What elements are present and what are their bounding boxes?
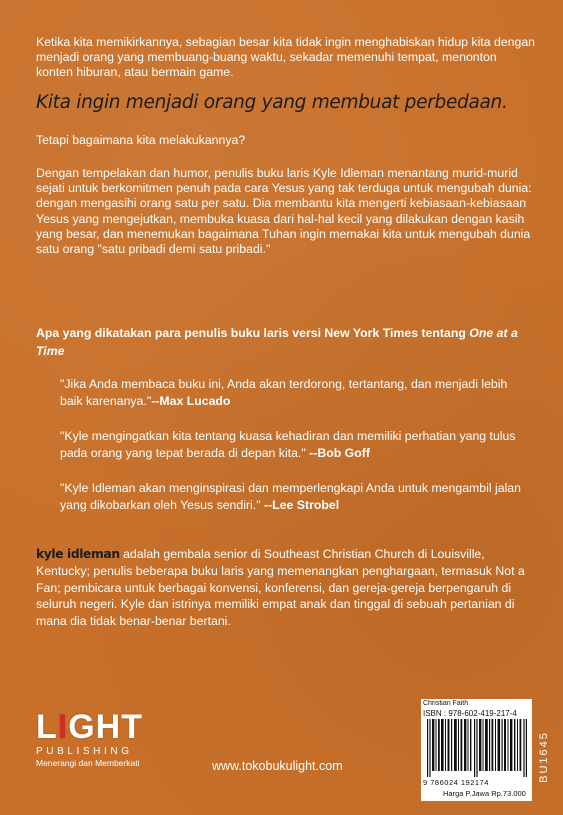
endorsements-title [36, 324, 536, 360]
author-bio [36, 546, 536, 630]
publisher-tagline: Menerangi dan Memberkati [36, 758, 140, 768]
endorsements-title-text: Apa yang dikatakan para penulis buku laris versi New York Times tentang [36, 326, 466, 340]
quote-item [60, 480, 530, 513]
description-paragraph: Dengan tempelakan dan humor, penulis buku laris Kyle Idleman menantang murid-murid sejati untuk berkomitmen penuh pada cara Yesus yang tak terduga untuk mengubah dunia: dengan mengasihi orang satu per satu. Dia membantu kita mengerti kebiasaan-kebiasaan Yesus yang mengejutkan, membuka kuasa dari hal-hal kecil yang dilakukan dengan kasih yang besar, dan menemukan bagaimana Tuhan ingin memakai kita untuk mengubah dunia satu orang "satu pribadi demi satu pribadi." [36, 166, 532, 257]
barcode-label [421, 699, 532, 801]
barcode-isbn: ISBN : 978-602-419-217-4 [423, 709, 517, 718]
quote-text: "Kyle Idleman akan menginspirasi dan memperlengkapi Anda untuk mengambil jalan yang dikobarkan oleh Yesus sendiri." [60, 481, 521, 512]
side-code [535, 713, 549, 803]
quote-author: --Max Lucado [151, 393, 231, 408]
author-bio-text: adalah gembala senior di Southeast Christian Church di Louisville, Kentucky; penulis beberapa buku laris yang memenangkan penghargaan, termasuk Not a Fan; pembicara untuk berbagai konvensi, konferensi, dan gereja-gereja berpengaruh di seluruh negeri. Kyle dan istrinya memiliki empat anak dan tinggal di sebuah pertanian di mana dia tidak benar-benar bertani. [36, 547, 525, 629]
logo-letter-l: L [36, 708, 58, 746]
quote-item [60, 428, 530, 461]
barcode-icon [427, 719, 527, 777]
quote-text: "Jika Anda membaca buku ini, Anda akan terdorong, tertantang, dan menjadi lebih baik karenanya." [60, 377, 508, 408]
quote-author: --Lee Strobel [260, 497, 340, 512]
logo-letters-rest: GHT [68, 708, 144, 746]
author-name: kyle idleman [36, 547, 120, 561]
side-code-text: BU1645 [538, 731, 550, 783]
website-url: www.tokobukulight.com [212, 759, 343, 773]
quote-author: --Bob Goff [305, 445, 370, 460]
quote-item [60, 376, 530, 409]
book-title: One at a Time [36, 326, 518, 358]
logo-letter-i: I [57, 708, 69, 746]
barcode-category: Christian Faith [423, 700, 469, 707]
barcode-number: 9 786024 192174 [423, 778, 489, 787]
logo-wordmark [36, 710, 176, 744]
intro-paragraph: Ketika kita memikirkannya, sebagian besar kita tidak ingin menghabiskan hidup kita dengan menjadi orang yang membuang-buang waktu, sekadar memenuhi tempat, menonton konten hiburan, atau bermain game. [36, 35, 536, 80]
question-text: Tetapi bagaimana kita melakukannya? [36, 133, 246, 147]
book-price: Harga P.Jawa Rp.73.000 [443, 789, 526, 798]
headline: Kita ingin menjadi orang yang membuat perbedaan. [36, 92, 508, 113]
logo-publishing: PUBLISHING [36, 746, 133, 757]
quote-text: "Kyle mengingatkan kita tentang kuasa kehadiran dan memiliki perhatian yang tulus pada orang yang tepat berada di depan kita." [60, 429, 516, 460]
publisher-logo [36, 710, 176, 775]
